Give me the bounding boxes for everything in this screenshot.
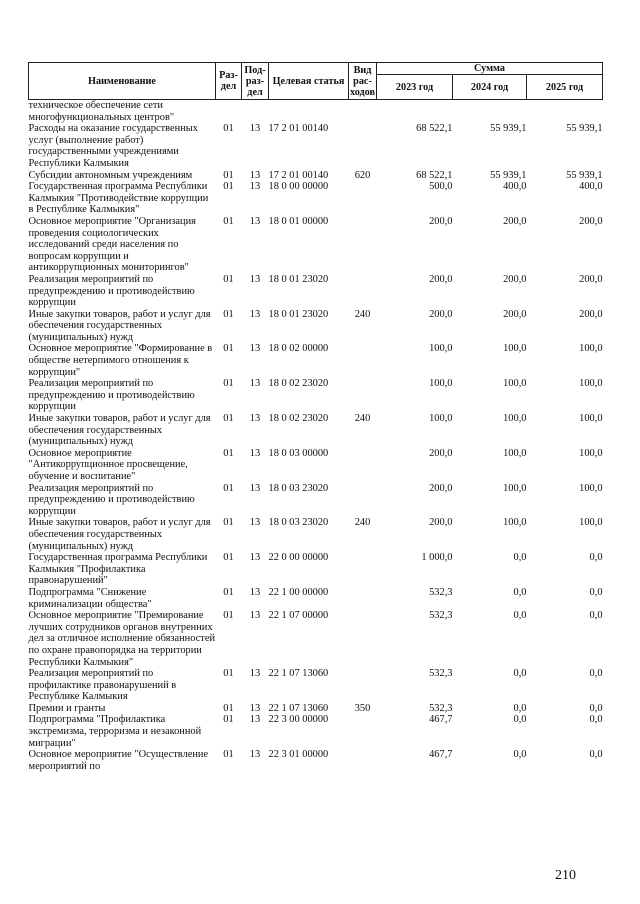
row-target: 18 0 01 23020 [268,308,329,320]
row-podrazdel: 13 [249,308,261,320]
row-vid [349,587,377,610]
row-2025: 100,0 [579,517,603,529]
row-2023: 467,7 [429,749,453,761]
row-2024: 100,0 [503,378,527,390]
row-2024: 100,0 [503,413,527,425]
row-2025: 200,0 [579,273,603,285]
row-podrazdel: 13 [249,273,261,285]
row-2023: 532,3 [429,586,453,598]
row-target: 18 0 02 23020 [268,378,329,390]
row-name: Основное мероприятие "Организация проведения социологических исследований среди населения по вопросам коррупции и антикоррупционных мониторингов" [28,215,196,274]
row-name: Основное мероприятие "Формирование в обществе нетерпимого отношения к коррупции" [28,343,213,378]
row-name: Иные закупки товаров, работ и услуг для обеспечения государственных (муниципальных) нужд [28,517,211,552]
row-vid [349,100,377,124]
row-razdel: 01 [223,552,234,564]
row-name: Реализация мероприятий по предупреждению и противодействию коррупции [28,273,195,309]
page-number: 210 [555,868,576,883]
row-podrazdel: 13 [249,169,261,181]
row-podrazdel [242,100,269,124]
row-razdel: 01 [223,702,234,714]
row-razdel: 01 [223,181,234,193]
row-name: Подпрограмма "Снижение криминализации общества" [28,586,152,610]
row-vid [349,610,377,668]
row-vid: 620 [354,169,371,181]
table-row [29,170,603,182]
table-row [29,552,603,587]
row-vid [349,483,377,518]
table-row [29,181,603,216]
row-podrazdel: 13 [249,343,261,355]
row-2024: 100,0 [503,482,527,494]
row-2025: 100,0 [579,413,603,425]
row-2025: 0,0 [589,610,603,622]
row-vid [349,343,377,378]
row-vid [349,448,377,483]
row-vid [349,378,377,413]
row-2025: 200,0 [579,308,603,320]
header-year-2023: 2023 год [377,75,453,100]
row-2025: 0,0 [589,749,603,761]
budget-table [28,62,603,772]
table-row [29,309,603,344]
header-year-2024: 2024 год [453,75,527,100]
row-name: Основное мероприятие "Премирование лучших сотрудников органов внутренних дел за отличное исполнение обязанностей по охране правопорядка на территории Республики Калмыкия" [28,610,215,668]
row-2023: 200,0 [429,308,453,320]
row-2023: 532,3 [429,702,453,714]
row-2024: 200,0 [503,215,527,227]
row-target: 22 0 00 00000 [268,552,329,564]
row-2025: 100,0 [579,482,603,494]
row-2023: 200,0 [429,215,453,227]
row-2024: 400,0 [503,181,527,193]
table-row [29,413,603,448]
header-razdel: Раз-дел [216,63,242,100]
table-row [29,749,603,772]
row-2023: 68 522,1 [416,123,453,135]
row-podrazdel: 13 [249,610,261,622]
table-row [29,448,603,483]
row-target: 18 0 03 23020 [268,482,329,494]
row-2024: 0,0 [513,586,527,598]
row-target: 18 0 02 23020 [268,413,329,425]
row-target: 17 2 01 00140 [268,123,329,135]
table-header [29,63,603,100]
row-2024 [453,100,527,124]
row-2023 [377,100,453,124]
row-2023: 68 522,1 [416,169,453,181]
table-row [29,216,603,274]
row-vid [349,714,377,749]
row-name: Подпрограмма "Профилактика экстремизма, терроризма и незаконной миграции" [28,714,202,749]
row-target: 22 3 00 00000 [268,714,329,726]
row-podrazdel: 13 [249,413,261,425]
row-name: техническое обеспечение сети многофункциональных центров" [28,100,175,123]
row-2024: 0,0 [513,749,527,761]
row-podrazdel: 13 [249,123,261,135]
row-2025: 400,0 [579,181,603,193]
row-razdel: 01 [223,714,234,726]
row-razdel: 01 [223,273,234,285]
row-name: Государственная программа Республики Калмыкия "Профилактика правонарушений" [28,552,208,587]
row-podrazdel: 13 [249,749,261,761]
row-2025: 0,0 [589,714,603,726]
row-2024: 0,0 [513,610,527,622]
row-name: Премии и гранты [28,702,106,714]
row-target: 22 1 07 00000 [268,610,329,622]
row-2025: 0,0 [589,702,603,714]
row-name: Реализация мероприятий по предупреждению и противодействию коррупции [28,482,195,517]
row-podrazdel: 13 [249,586,261,598]
row-2025: 0,0 [589,586,603,598]
row-name: Иные закупки товаров, работ и услуг для обеспечения государственных (муниципальных) нужд [28,308,211,343]
row-2024: 55 939,1 [490,169,527,181]
row-target [269,100,349,124]
row-name: Субсидии автономным учреждениям [28,169,193,181]
row-2023: 532,3 [429,610,453,622]
row-2023: 200,0 [429,517,453,529]
row-2024: 55 939,1 [490,123,527,135]
row-target: 17 2 01 00140 [268,169,329,181]
table-row [29,343,603,378]
row-target: 22 3 01 00000 [268,749,329,761]
table-row [29,123,603,169]
row-2023: 532,3 [429,668,453,680]
row-razdel: 01 [223,123,234,135]
table-row [29,703,603,715]
row-2023: 500,0 [429,181,453,193]
row-razdel: 01 [223,447,234,459]
header-target: Целевая статья [269,63,349,100]
header-podrazdel: Под-раз-дел [242,63,269,100]
row-razdel: 01 [223,378,234,390]
row-name: Основное мероприятие "Осуществление мероприятий по [28,749,209,772]
header-name: Наименование [29,63,216,100]
row-2025: 100,0 [579,343,603,355]
row-2025: 0,0 [589,552,603,564]
row-2023: 100,0 [429,378,453,390]
row-podrazdel: 13 [249,517,261,529]
row-name: Государственная программа Республики Калмыкия "Противодействие коррупции в Республике Калмыкия" [28,181,209,216]
row-podrazdel: 13 [249,181,261,193]
row-vid [349,749,377,772]
row-podrazdel: 13 [249,447,261,459]
table-row [29,587,603,610]
header-sum: Сумма [377,63,603,75]
row-vid [349,274,377,309]
row-2024: 200,0 [503,308,527,320]
row-target: 22 1 07 13060 [268,668,329,680]
row-podrazdel: 13 [249,378,261,390]
row-target: 22 1 07 13060 [268,702,329,714]
row-target: 18 0 00 00000 [268,181,329,193]
row-podrazdel: 13 [249,482,261,494]
table-body [29,100,603,773]
row-name: Иные закупки товаров, работ и услуг для обеспечения государственных (муниципальных) нужд [28,413,211,448]
row-name: Расходы на оказание государственных услуг (выполнение работ) государственными учреждениями Республики Калмыкия [28,123,198,169]
row-2025: 100,0 [579,447,603,459]
row-razdel: 01 [223,413,234,425]
row-name: Реализация мероприятий по предупреждению и противодействию коррупции [28,378,195,413]
row-2024: 0,0 [513,552,527,564]
row-target: 18 0 03 00000 [268,447,329,459]
row-podrazdel: 13 [249,702,261,714]
row-2024: 0,0 [513,668,527,680]
row-razdel: 01 [223,517,234,529]
row-target: 18 0 02 00000 [268,343,329,355]
row-2023: 200,0 [429,482,453,494]
row-2025: 100,0 [579,378,603,390]
table-row [29,378,603,413]
table-row [29,668,603,703]
row-razdel: 01 [223,749,234,761]
row-razdel: 01 [223,343,234,355]
row-razdel: 01 [223,215,234,227]
row-2024: 100,0 [503,517,527,529]
row-2025 [527,100,603,124]
row-razdel: 01 [223,610,234,622]
row-target: 18 0 03 23020 [268,517,329,529]
row-name: Основное мероприятие "Антикоррупционное просвещение, обучение и воспитание" [28,447,188,482]
row-razdel: 01 [223,586,234,598]
header-vid: Вид рас-ходов [350,64,376,98]
row-2023: 200,0 [429,273,453,285]
row-target: 18 0 01 00000 [268,215,329,227]
table-row [29,274,603,309]
row-vid: 240 [354,308,371,320]
row-name: Реализация мероприятий по профилактике правонарушений в Республике Калмыкия [28,668,177,703]
row-target: 22 1 00 00000 [268,586,329,598]
row-vid: 240 [354,413,371,425]
row-2025: 55 939,1 [566,123,603,135]
row-2024: 100,0 [503,447,527,459]
row-podrazdel: 13 [249,552,261,564]
row-2023: 1 000,0 [421,552,453,564]
row-2024: 100,0 [503,343,527,355]
row-2024: 200,0 [503,273,527,285]
row-2023: 467,7 [429,714,453,726]
row-2024: 0,0 [513,714,527,726]
row-podrazdel: 13 [249,714,261,726]
row-razdel: 01 [223,482,234,494]
row-vid [349,552,377,587]
row-razdel [216,100,242,124]
row-2023: 100,0 [429,343,453,355]
table-row [29,610,603,668]
row-2024: 0,0 [513,702,527,714]
row-2023: 200,0 [429,447,453,459]
row-2025: 55 939,1 [566,169,603,181]
row-vid [349,181,377,216]
row-vid [349,668,377,703]
row-2023: 100,0 [429,413,453,425]
row-podrazdel: 13 [249,668,261,680]
row-razdel: 01 [223,668,234,680]
table-row [29,714,603,749]
header-year-2025: 2025 год [527,75,603,100]
row-podrazdel: 13 [249,215,261,227]
row-razdel: 01 [223,308,234,320]
row-razdel: 01 [223,169,234,181]
table-row [29,483,603,518]
table-row [29,100,603,124]
row-2025: 0,0 [589,668,603,680]
row-vid: 350 [354,702,371,714]
row-target: 18 0 01 23020 [268,273,329,285]
row-2025: 200,0 [579,215,603,227]
row-vid [349,123,377,169]
row-vid: 240 [354,517,371,529]
table-row [29,517,603,552]
row-vid [349,216,377,274]
